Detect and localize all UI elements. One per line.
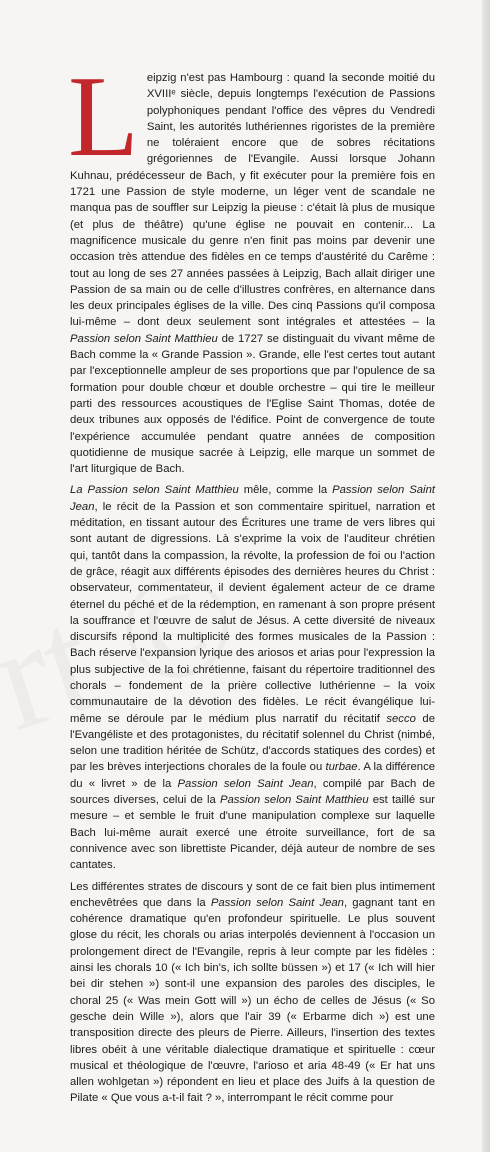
work-title: Passion selon Saint Matthieu bbox=[70, 332, 218, 345]
page-edge bbox=[482, 0, 490, 1152]
term: turbae bbox=[325, 761, 358, 774]
term: secco bbox=[386, 712, 416, 725]
work-title: Passion selon Saint Jean bbox=[70, 484, 435, 513]
text-run: de 1727 se distinguait du vivant même de Bach comme la « Grande Passion ». Grande, elle l'est certes tout autant par l'exceptionnelle ampleur de ses proportions que par l'opulence de sa formation pour double chœur et double orchestre – qui tire le meilleur parti des ressources acoustiques de l'Eglise Saint Thomas, dotée de deux tribunes aux opposés de l'édifice. Point de convergence de toute l'expérience accumulée pendant quatre années de composition quotidienne de musique sacrée à Leipzig, elle marque un sommet de l'art liturgique de Bach. bbox=[70, 332, 435, 476]
work-title: Passion selon Saint Matthieu bbox=[219, 794, 369, 807]
text-run: . A la différence du « livret » de la bbox=[70, 761, 435, 790]
drop-cap: L bbox=[68, 53, 139, 181]
paragraph-1 bbox=[68, 53, 435, 477]
work-title: Passion selon Saint Jean bbox=[177, 777, 314, 790]
text-run: , le récit de la Passion et son commentaire spirituel, narration et méditation, en tissant autour des Écritures une trame de vers libres qui sont autant de digressions. Là s'exprime la voix de l'auditeur chrétien qui, tantôt dans la compassion, la révolte, la profession de foi ou l'action de grâce, réagit aux différents épisodes des dernières heures du Christ : observateur, commentateur, il devient également acteur de ce drame éternel du péché et de la rédemption, en ramenant à son propre présent la souffrance et l'œuvre de salut de Jésus. A cette diversité de niveaux discursifs répond la multiplicité des formes musicales de la Passion : Bach réserve l'expansion lyrique des ariosos et arias pour l'expression la plus subjective de la foi chrétienne, faisant du répertoire traditionnel des chorals – fondement de la prière collective luthérienne – la voix communautaire de la dévotion des fidèles. Le récit évangélique lui-même se déroule par le médium plus narratif du récitatif bbox=[70, 500, 435, 725]
text-run: Les différentes strates de discours y sont de ce fait bien plus intimement enchevêtrées que dans la bbox=[70, 880, 435, 909]
text-run: , compilé par Bach de sources diverses, celui de la bbox=[70, 777, 436, 807]
paragraph-2 bbox=[70, 482, 435, 873]
paragraph-3 bbox=[70, 879, 435, 1107]
work-title: La Passion selon Saint Matthieu bbox=[70, 484, 239, 497]
text-run: , gagnant tant en cohérence dramatique qu'en profondeur spirituelle. Le plus souvent glose du récit, les chorals ou arias interpolés deviennent à l'occasion un prolongement direct de l'Evangile, repris à leur compte par les fidèles : ainsi les chorals 10 (« Ich bin's, ich sollte büssen ») et 17 (« Ich will hier bei dir stehen ») sont-il une expansion des paroles des disciples, le choral 25 (« Was mein Gott will ») un écho de celles de Jésus (« So gesche dein Wille »), alors que l'air 39 (« Erbarme dich ») est une transposition directe des pleurs de Pierre. Ailleurs, l'insertion des textes libres obéit à une véritable dialectique dramatique et spirituelle : cœur musical et théologique de l'œuvre, l'arioso et aria 48-49 (« Er hat uns allen wohlgetan ») répondent en lieu et place des Juifs à la question de Pilate « Que vous a-t-il fait ? », interrompant le récit comme pour bbox=[70, 896, 435, 1105]
article-body bbox=[68, 53, 436, 1112]
text-run: eipzig n'est pas Hambourg : quand la seconde moitié du XVIIIᵉ siècle, depuis longtemps l'exécution de Passions polyphoniques pendant l'office des vêpres du Vendredi Saint, les autorités luthériennes rigoristes de la première ne toléraient encore que de sobres récitations grégoriennes de l'Evangile. Aussi lorsque Johann Kuhnau, prédécesseur de Bach, y fit exécuter pour la première fois en 1721 une Passion de style moderne, un léger vent de scandale ne manqua pas de souffler sur Leipzig la pieuse : c'était là plus de musique (et plus de théâtre) qu'une église ne pouvait en contenir... La magnificence musicale du genre n'en finit pas moins par devenir une occasion très attendue des fidèles en ce temps d'austérité du Carême : tout au long de ses 27 années passées à Leipzig, Bach allait diriger une Passion de sa main ou de celle d'illustres confrères, en alternance dans les deux principales églises de la ville. Des cinq Passions qu'il composa lui-même – dont deux seulement sont intégrales et attestées – la bbox=[70, 72, 435, 329]
text-run: est taillé sur mesure – et semble le fruit d'une manipulation complexe sur laquelle Bach lui-même aurait exercé une étroite surveillance, fort de sa connivence avec son librettiste Picander, déjà auteur de nombre de ses cantates. bbox=[70, 794, 435, 872]
text-run: de l'Evangéliste et des protagonistes, du récitatif solennel du Christ (nimbé, selon une tradition héritée de Schütz, d'accords statiques des cordes) et par les brèves interjections chorales de la foule ou bbox=[70, 712, 435, 774]
work-title: Passion selon Saint Jean bbox=[210, 896, 344, 909]
text-run: mêle, comme la bbox=[238, 484, 333, 497]
